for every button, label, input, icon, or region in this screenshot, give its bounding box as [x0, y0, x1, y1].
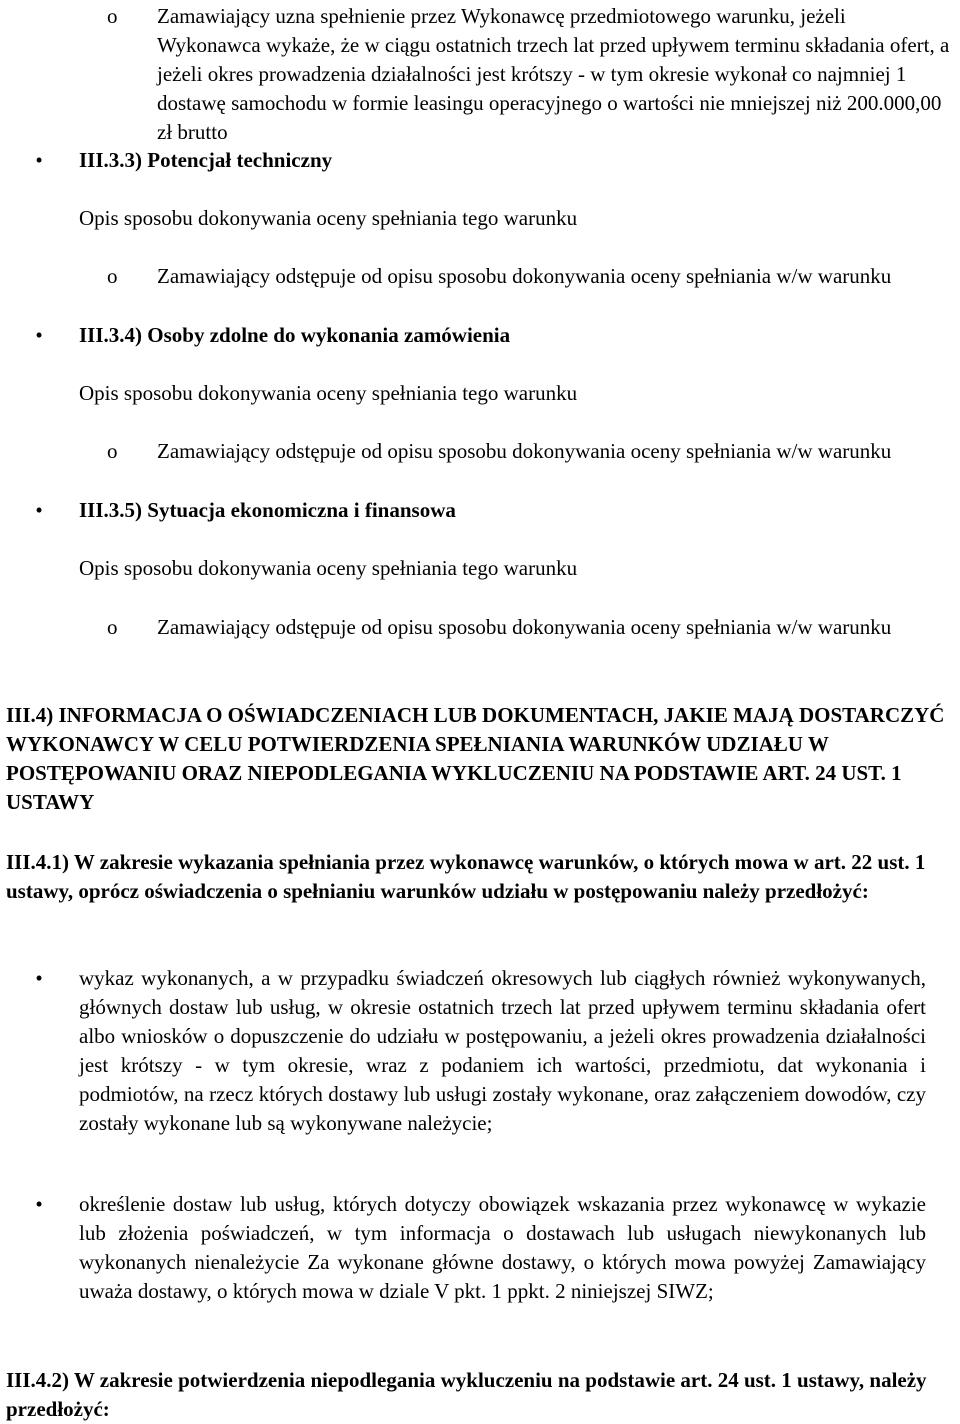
section-heading-3-4: III.4) INFORMACJA O OŚWIADCZENIACH LUB DOKUMENTACH, JAKIE MAJĄ DOSTARCZYĆ WYKONAWCY W CELU POTWIERDZENIA SPEŁNIANIA WARUNKÓW UDZIAŁU W POSTĘPOWANIU ORAZ NIEPODLEGANIA WYKLUCZENIU NA PODSTAWIE ART. 24 UST. 1 USTAWY	[6, 703, 945, 814]
bullet-icon: •	[35, 148, 43, 172]
bullet-icon: •	[35, 1192, 43, 1216]
section-desc-3-3-4: Opis sposobu dokonywania oceny spełniania tego warunku	[79, 381, 578, 405]
requirement-text: Zamawiający uzna spełnienie przez Wykonawcę przedmiotowego warunku, jeżeli Wykonawca wykaże, że w ciągu ostatnich trzech lat przed upływem terminu składania ofert, a jeżeli okres prowadzenia działalności jest krótszy - w tym okresie wykonał co najmniej 1 dostawę samochodu w formie leasingu operacyjnego o wartości nie mniejszej niż 200.000,00 zł brutto	[157, 4, 950, 144]
bullet-icon: •	[35, 323, 43, 347]
list-marker-o: o	[107, 615, 118, 639]
section-desc-3-3-5: Opis sposobu dokonywania oceny spełniania tego warunku	[79, 556, 578, 580]
list-marker-o: o	[107, 4, 118, 28]
section-text-3-3-4: Zamawiający odstępuje od opisu sposobu dokonywania oceny spełniania w/w warunku	[157, 439, 892, 463]
section-heading-3-4-2: III.4.2) W zakresie potwierdzenia niepodlegania wykluczeniu na podstawie art. 24 ust. 1 ustawy, należy przedłożyć:	[6, 1368, 927, 1421]
bullet-icon: •	[35, 966, 43, 990]
list-item-okreslenie: określenie dostaw lub usług, których dotyczy obowiązek wskazania przez wykonawcę w wykazie lub złożenia poświadczeń, w tym informacja o dostawach lub usługach niewykonanych lub wykonanych nienależycie Za wykonane główne dostawy, o których mowa powyżej Zamawiający uważa dostawy, o których mowa w dziale V pkt. 1 ppkt. 2 niniejszej SIWZ;	[79, 1192, 926, 1303]
section-text-3-3-3: Zamawiający odstępuje od opisu sposobu dokonywania oceny spełniania w/w warunku	[157, 264, 892, 288]
bullet-icon: •	[35, 498, 43, 522]
list-item-wykaz: wykaz wykonanych, a w przypadku świadczeń okresowych lub ciągłych również wykonywanych, głównych dostaw lub usług, w okresie ostatnich trzech lat przed upływem terminu składania ofert albo wniosków o dopuszczenie do udziału w postępowaniu, a jeżeli okres prowadzenia działalności jest krótszy - w tym okresie, wraz z podaniem ich wartości, przedmiotu, dat wykonania i podmiotów, na rzecz których dostawy lub usługi zostały wykonane, oraz załączeniem dowodów, czy zostały wykonane lub są wykonywane należycie;	[79, 966, 926, 1135]
list-marker-o: o	[107, 439, 118, 463]
section-title-3-3-4: III.3.4) Osoby zdolne do wykonania zamówienia	[79, 323, 511, 347]
section-title-3-3-5: III.3.5) Sytuacja ekonomiczna i finansowa	[79, 498, 456, 522]
section-title-3-3-3: III.3.3) Potencjał techniczny	[79, 148, 333, 172]
section-desc-3-3-3: Opis sposobu dokonywania oceny spełniania tego warunku	[79, 206, 578, 230]
section-text-3-3-5: Zamawiający odstępuje od opisu sposobu dokonywania oceny spełniania w/w warunku	[157, 615, 892, 639]
section-heading-3-4-1: III.4.1) W zakresie wykazania spełniania przez wykonawcę warunków, o których mowa w art. 22 ust. 1 ustawy, oprócz oświadczenia o spełnianiu warunków udziału w postępowaniu należy przedłożyć:	[6, 850, 926, 903]
list-marker-o: o	[107, 264, 118, 288]
